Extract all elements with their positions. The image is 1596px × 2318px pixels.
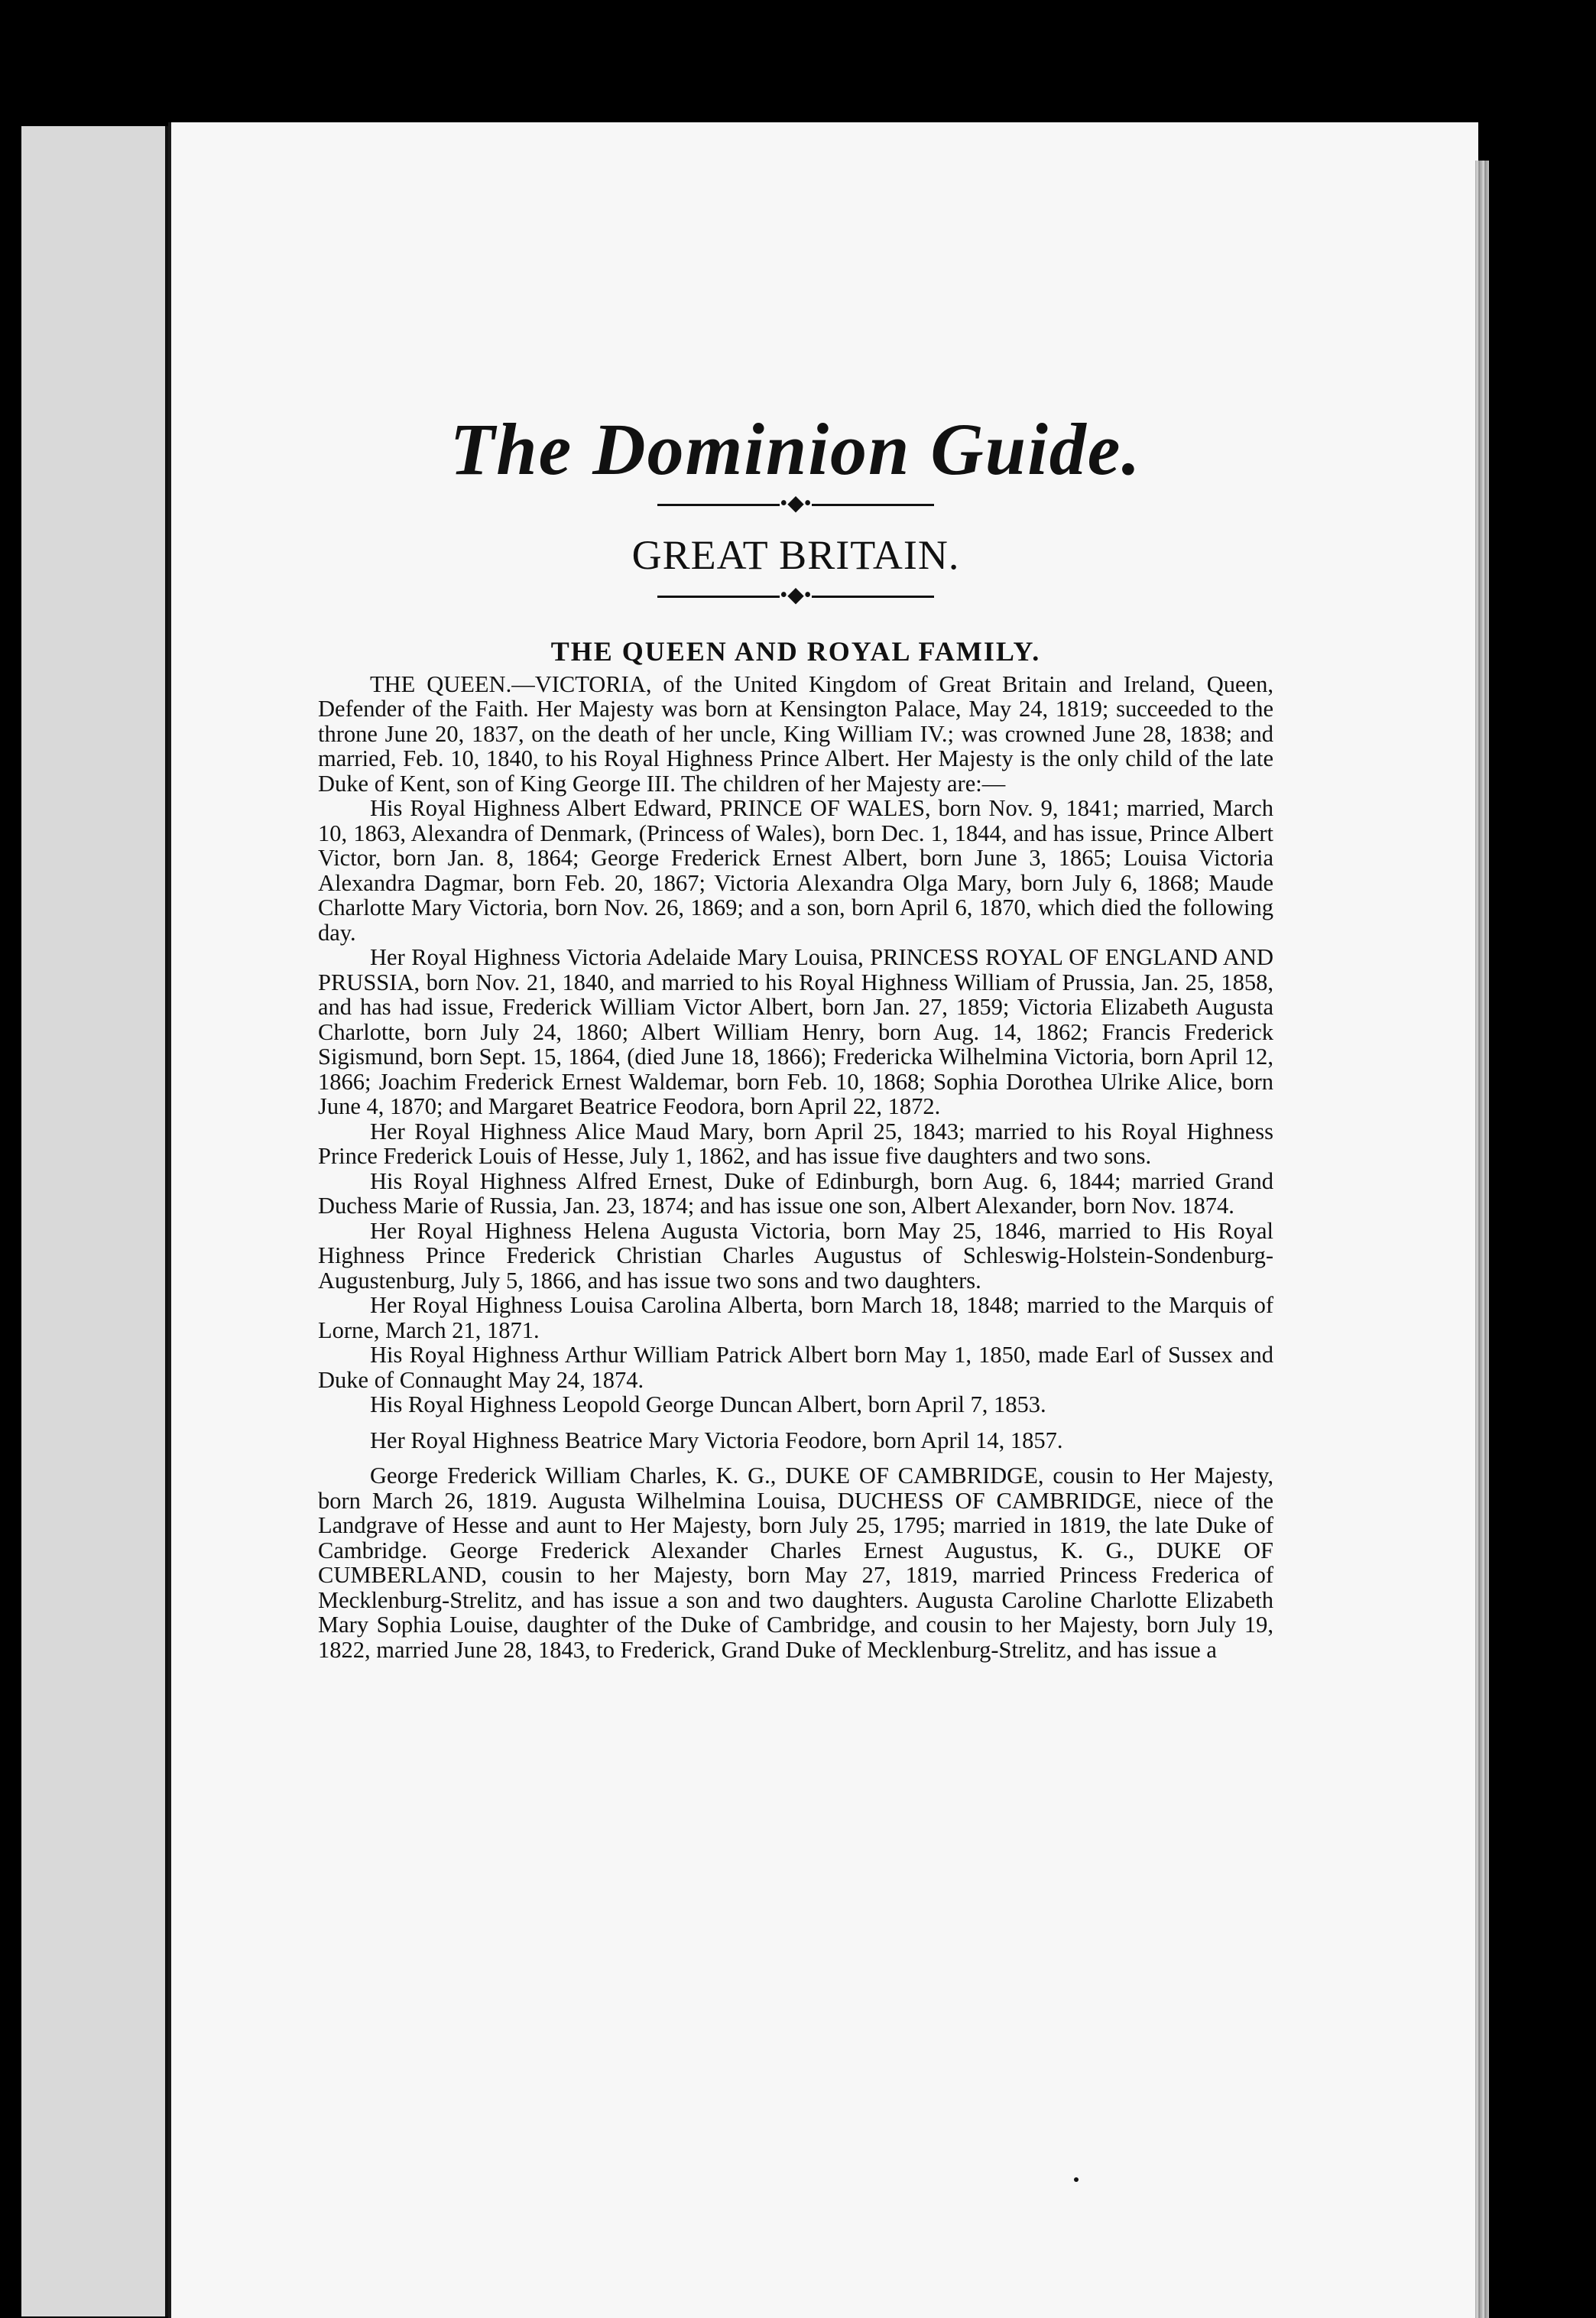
paragraph: His Royal Highness Arthur William Patrick Albert born May 1, 1850, made Earl of Sussex and Duke of Connaught May 24, 1874. <box>318 1342 1273 1393</box>
paragraph: Her Royal Highness Alice Maud Mary, born April 25, 1843; married to his Royal Highness Prince Frederick Louis of Hesse, July 1, 1862, and has issue five daughters and two sons. <box>318 1118 1273 1170</box>
paragraph: Her Royal Highness Victoria Adelaide Mary Louisa, PRINCESS ROYAL OF ENGLAND AND PRUSSIA, born Nov. 21, 1840, and married to his Royal Highness William of Prussia, Jan. 25, 1858, and has had issue, Frederick William Victor Albert, born Jan. 27, 1859; Victoria Elizabeth Augusta Charlotte, born July 24, 1860; Albert William Henry, born Aug. 14, 1862; Francis Frederick Sigismund, born Sept. 15, 1864, (died June 18, 1866); Fredericka Wilhelmina Victoria, born April 12, 1866; Joachim Frederick Ernest Waldemar, born Feb. 10, 1868; Sophia Dorothea Ulrike Alice, born June 4, 1870; and Margaret Beatrice Feodora, born April 22, 1872. <box>318 944 1273 1120</box>
masthead-title: The Dominion Guide. <box>449 408 1142 490</box>
paragraph: His Royal Highness Alfred Ernest, Duke of Edinburgh, born Aug. 6, 1844; married Grand Duchess Marie of Russia, Jan. 23, 1874; and has issue one son, Albert Alexander, born Nov. 1874. <box>318 1167 1273 1219</box>
facing-page-edge <box>21 126 170 2316</box>
ornament-rule: •◆• <box>318 493 1273 515</box>
subheading: THE QUEEN AND ROYAL FAMILY. <box>550 635 1041 667</box>
paragraph: George Frederick William Charles, K. G., DUKE OF CAMBRIDGE, cousin to Her Majesty, born March 26, 1819. Augusta Wilhelmina Louisa, DUCHESS OF CAMBRIDGE, niece of the Landgrave of Hesse and aunt to Her Majesty, born July 25, 1795; married in 1819, the late Duke of Cambridge. George Frederick Alexander Charles Ernest Augustus, K. G., DUKE OF CUMBERLAND, cousin to her Majesty, born May 27, 1819, married Princess Frederica of Mecklenburg-Strelitz, and has issue a son and two daughters. Augusta Caroline Charlotte Elizabeth Mary Sophia Louise, daughter of the Duke of Cambridge, and cousin to her Majesty, born July 19, 1822, married June 28, 1843, to Frederick, Grand Duke of Mecklenburg-Strelitz, and has issue a <box>318 1463 1273 1663</box>
section-title: GREAT BRITAIN. <box>631 531 960 578</box>
paragraph: Her Royal Highness Louisa Carolina Alberta, born March 18, 1848; married to the Marquis of Lorne, March 21, 1871. <box>318 1292 1273 1343</box>
paragraph: His Royal Highness Albert Edward, PRINCE OF WALES, born Nov. 9, 1841; married, March 10, 1863, Alexandra of Denmark, (Princess of Wales), born Dec. 1, 1844, and has issue, Prince Albert Victor, born Jan. 8, 1864; George Frederick Ernest Albert, born June 3, 1865; Louisa Victoria Alexandra Dagmar, born Feb. 20, 1867; Victoria Alexandra Olga Mary, born July 6, 1868; Maude Charlotte Mary Victoria, born Nov. 26, 1869; and a son, born April 6, 1870, which died the following day. <box>318 795 1273 946</box>
ornament-rule: •◆• <box>318 585 1273 606</box>
paragraph: THE QUEEN.—VICTORIA, of the United Kingdom of Great Britain and Ireland, Queen, Defender of the Faith. Her Majesty was born at Kensington Palace, May 24, 1819; succeeded to the throne June 20, 1837, on the death of her uncle, King William IV.; was crowned June 28, 1838; and married, Feb. 10, 1840, to his Royal Highness Prince Albert. Her Majesty is the only child of the late Duke of Kent, son of King George III. The children of her Majesty are:— <box>318 670 1273 797</box>
page-stack-edge <box>1475 161 1489 2318</box>
paragraph: Her Royal Highness Helena Augusta Victoria, born May 25, 1846, married to His Royal Highness Prince Frederick Christian Charles Augustus of Schleswig-Holstein-Sondenburg-Augustenburg, July 5, 1866, and has issue two sons and two daughters. <box>318 1217 1273 1294</box>
paragraph: His Royal Highness Leopold George Duncan Albert, born April 7, 1853. <box>370 1391 1046 1418</box>
book-page <box>168 122 1478 2318</box>
print-mark <box>1074 2177 1079 2182</box>
paragraph: Her Royal Highness Beatrice Mary Victoria Feodore, born April 14, 1857. <box>370 1427 1063 1453</box>
page-content <box>318 409 1273 1662</box>
